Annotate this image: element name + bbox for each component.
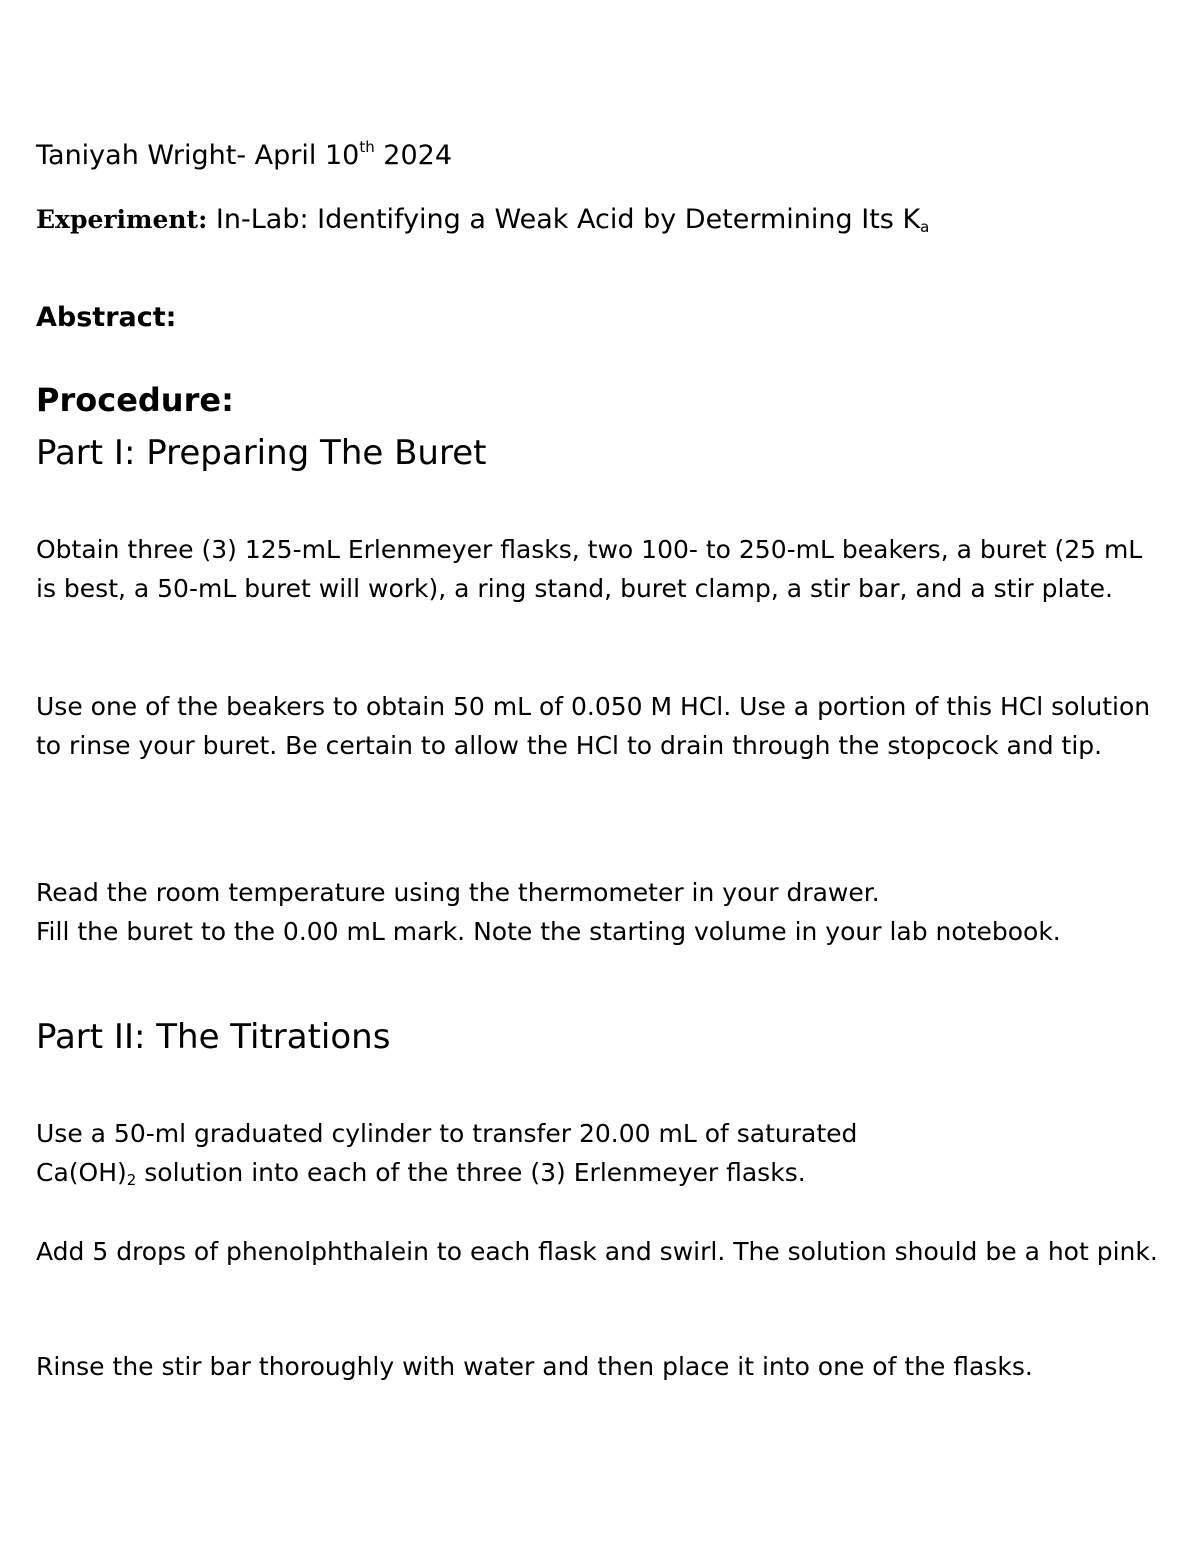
part1-paragraph-3a: Read the room temperature using the thermometer in your drawer.	[36, 878, 880, 907]
author-date: Taniyah Wright- April 10	[36, 140, 360, 171]
experiment-subscript: a	[920, 218, 930, 236]
experiment-label: Experiment:	[36, 205, 208, 234]
part2-heading: Part II: The Titrations	[36, 1017, 391, 1057]
part2-paragraph-1b-rest: solution into each of the three (3) Erlenmeyer flasks.	[136, 1158, 806, 1187]
hydroxide-subscript: 2	[126, 1171, 137, 1189]
part2-paragraph-1b	[36, 1153, 1166, 1192]
calcium-hydroxide: Ca(OH)	[36, 1158, 127, 1187]
abstract-heading: Abstract:	[36, 302, 177, 333]
experiment-title: In-Lab: Identifying a Weak Acid by Determining Its K	[207, 204, 921, 235]
date-suffix: th	[359, 138, 375, 156]
part1-paragraph-3b: Fill the buret to the 0.00 mL mark. Note the starting volume in your lab notebook.	[36, 917, 1061, 946]
part2-paragraph-2: Add 5 drops of phenolphthalein to each flask and swirl. The solution should be a hot pink.	[36, 1237, 1158, 1266]
part1-heading: Part I: Preparing The Buret	[36, 433, 487, 473]
part1-paragraph-1: Obtain three (3) 125-mL Erlenmeyer flasks, two 100- to 250-mL beakers, a buret (25 mL is best, a 50-mL buret will work), a ring stand, buret clamp, a stir bar, and a stir plate.	[36, 535, 1143, 603]
experiment-line	[36, 204, 929, 235]
year: 2024	[374, 140, 452, 171]
part2-paragraph-3: Rinse the stir bar thoroughly with water and then place it into one of the flasks.	[36, 1352, 1033, 1381]
part1-paragraph-2: Use one of the beakers to obtain 50 mL of 0.050 M HCl. Use a portion of this HCl solution to rinse your buret. Be certain to allow the HCl to drain through the stopcock and tip.	[36, 692, 1151, 760]
author-date-line	[36, 140, 452, 171]
procedure-heading: Procedure:	[36, 381, 234, 419]
part2-paragraph-1a: Use a 50-ml graduated cylinder to transfer 20.00 mL of saturated	[36, 1119, 858, 1148]
